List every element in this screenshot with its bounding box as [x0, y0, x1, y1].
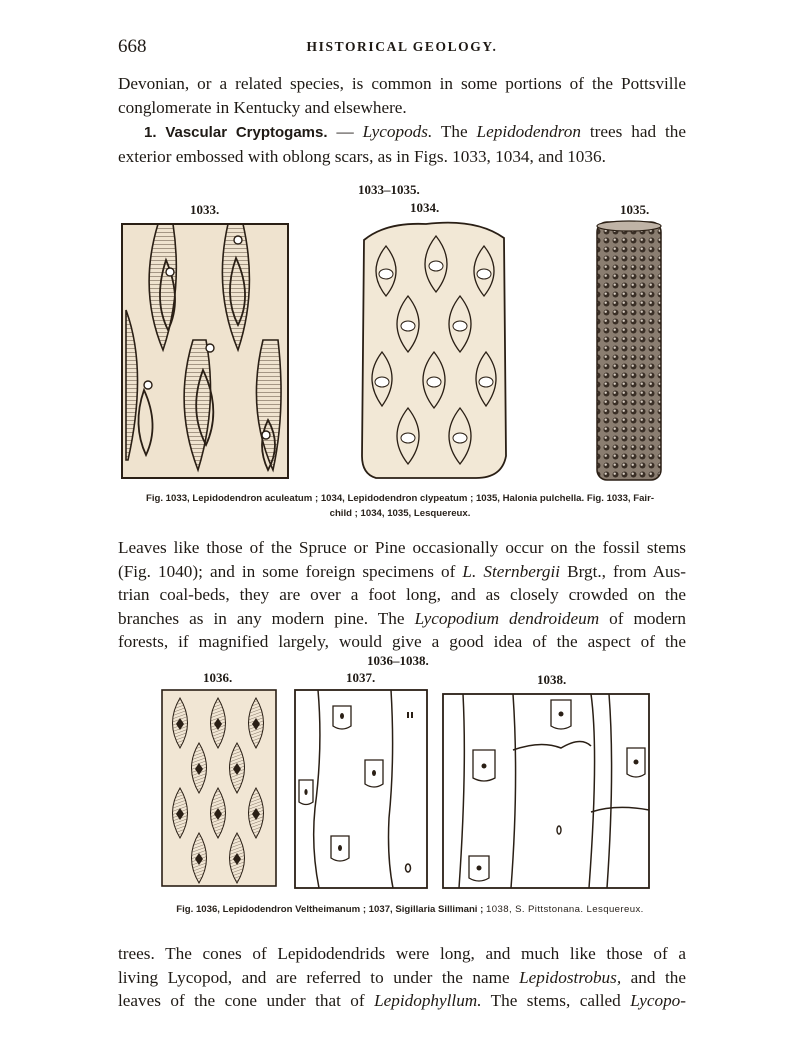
text-span: The stems, called: [481, 991, 631, 1010]
text-span: trees had the: [580, 122, 686, 141]
text-line: forests, if magnified largely, would give a good idea of the aspect of the: [118, 632, 686, 651]
text-span: of modern: [599, 608, 686, 628]
figure-number: 1034.: [410, 200, 440, 215]
caption-line: Fig. 1033, Lepidodendron aculeatum ; 1034, Lepidodendron clypeatum ; 1035, Halonia pulchella. Fig. 1033, Fair-: [145, 493, 655, 504]
lepidodendron-veltheimanum-illustration: [160, 688, 278, 888]
paragraph-leaves: [118, 536, 686, 654]
page-number: 668: [118, 36, 147, 57]
figure-number: 1035.: [620, 202, 650, 217]
figure-number: 1038.: [537, 672, 567, 687]
text-line: trees. The cones of Lepidodendrids were long, and much like those of a: [118, 944, 686, 963]
figure-caption: [80, 491, 720, 521]
text-line: exterior embossed with oblong scars, as in Figs. 1033, 1034, and 1036.: [118, 146, 606, 166]
text-line: conglomerate in Kentucky and elsewhere.: [118, 97, 407, 117]
genus-name: Lepidostrobus,: [519, 967, 622, 987]
figure-caption: [130, 902, 690, 917]
text-span: The: [432, 122, 477, 141]
paragraph-cones: [118, 942, 686, 1013]
text-line: [118, 966, 686, 990]
paragraph-vascular-cryptogams: [118, 120, 686, 168]
subsection-heading: Lycopods.: [362, 122, 433, 141]
text-line: [118, 607, 686, 631]
lepidodendron-aculeatum-illustration: [118, 220, 292, 482]
text-line: [118, 120, 686, 145]
text-span: Brgt., from Aus-: [560, 561, 686, 581]
section-heading: 1. Vascular Cryptogams.: [144, 124, 328, 141]
figure-group-label: 1033–1035.: [358, 182, 420, 197]
text-span: and the: [621, 967, 686, 987]
text-span: living Lycopod, and are referred to under the name: [118, 967, 520, 987]
genus-name: Lycopo-: [630, 991, 686, 1010]
species-name: L. Sternbergii: [462, 561, 561, 581]
paragraph-continuation: [118, 72, 686, 119]
running-head: [118, 36, 686, 60]
sigillaria-pittstonana-illustration: [441, 692, 651, 890]
text-line: trian coal-beds, they are over a foot long, and as closely crowded on the: [118, 585, 686, 604]
running-title: HISTORICAL GEOLOGY.: [306, 39, 498, 54]
text-line: [118, 989, 686, 1013]
genus-name: Lepidodendron: [476, 122, 581, 141]
text-span: branches as in any modern pine. The: [118, 608, 415, 628]
lepidodendron-clypeatum-illustration: [356, 216, 510, 484]
species-name: Lycopodium dendroideum: [414, 608, 600, 628]
genus-name: Lepidophyllum.: [374, 991, 482, 1010]
text-span: (Fig. 1040); and in some foreign specimens of: [118, 561, 463, 581]
em-dash: —: [327, 122, 363, 141]
caption-line: child ; 1034, 1035, Lesquereux.: [329, 508, 471, 519]
figure-group-label: 1036–1038.: [367, 653, 429, 668]
text-line: Leaves like those of the Spruce or Pine occasionally occur on the fossil stems: [118, 538, 686, 557]
caption-span: 1038, S. Pittstonana. Lesquereux.: [486, 904, 644, 915]
figure-number: 1036.: [203, 670, 233, 685]
text-line: Devonian, or a related species, is common in some portions of the Pottsville: [118, 74, 686, 93]
caption-span: Fig. 1036, Lepidodendron Veltheimanum ; 1037, Sigillaria Sillimani ;: [176, 904, 486, 915]
figure-number: 1037.: [346, 670, 376, 685]
figure-number: 1033.: [190, 202, 220, 217]
sigillaria-sillimani-illustration: [293, 688, 429, 890]
caption-line: [130, 902, 690, 917]
text-line: [118, 560, 686, 584]
halonia-pulchella-illustration: [593, 218, 665, 484]
text-span: leaves of the cone under that of: [118, 991, 375, 1010]
